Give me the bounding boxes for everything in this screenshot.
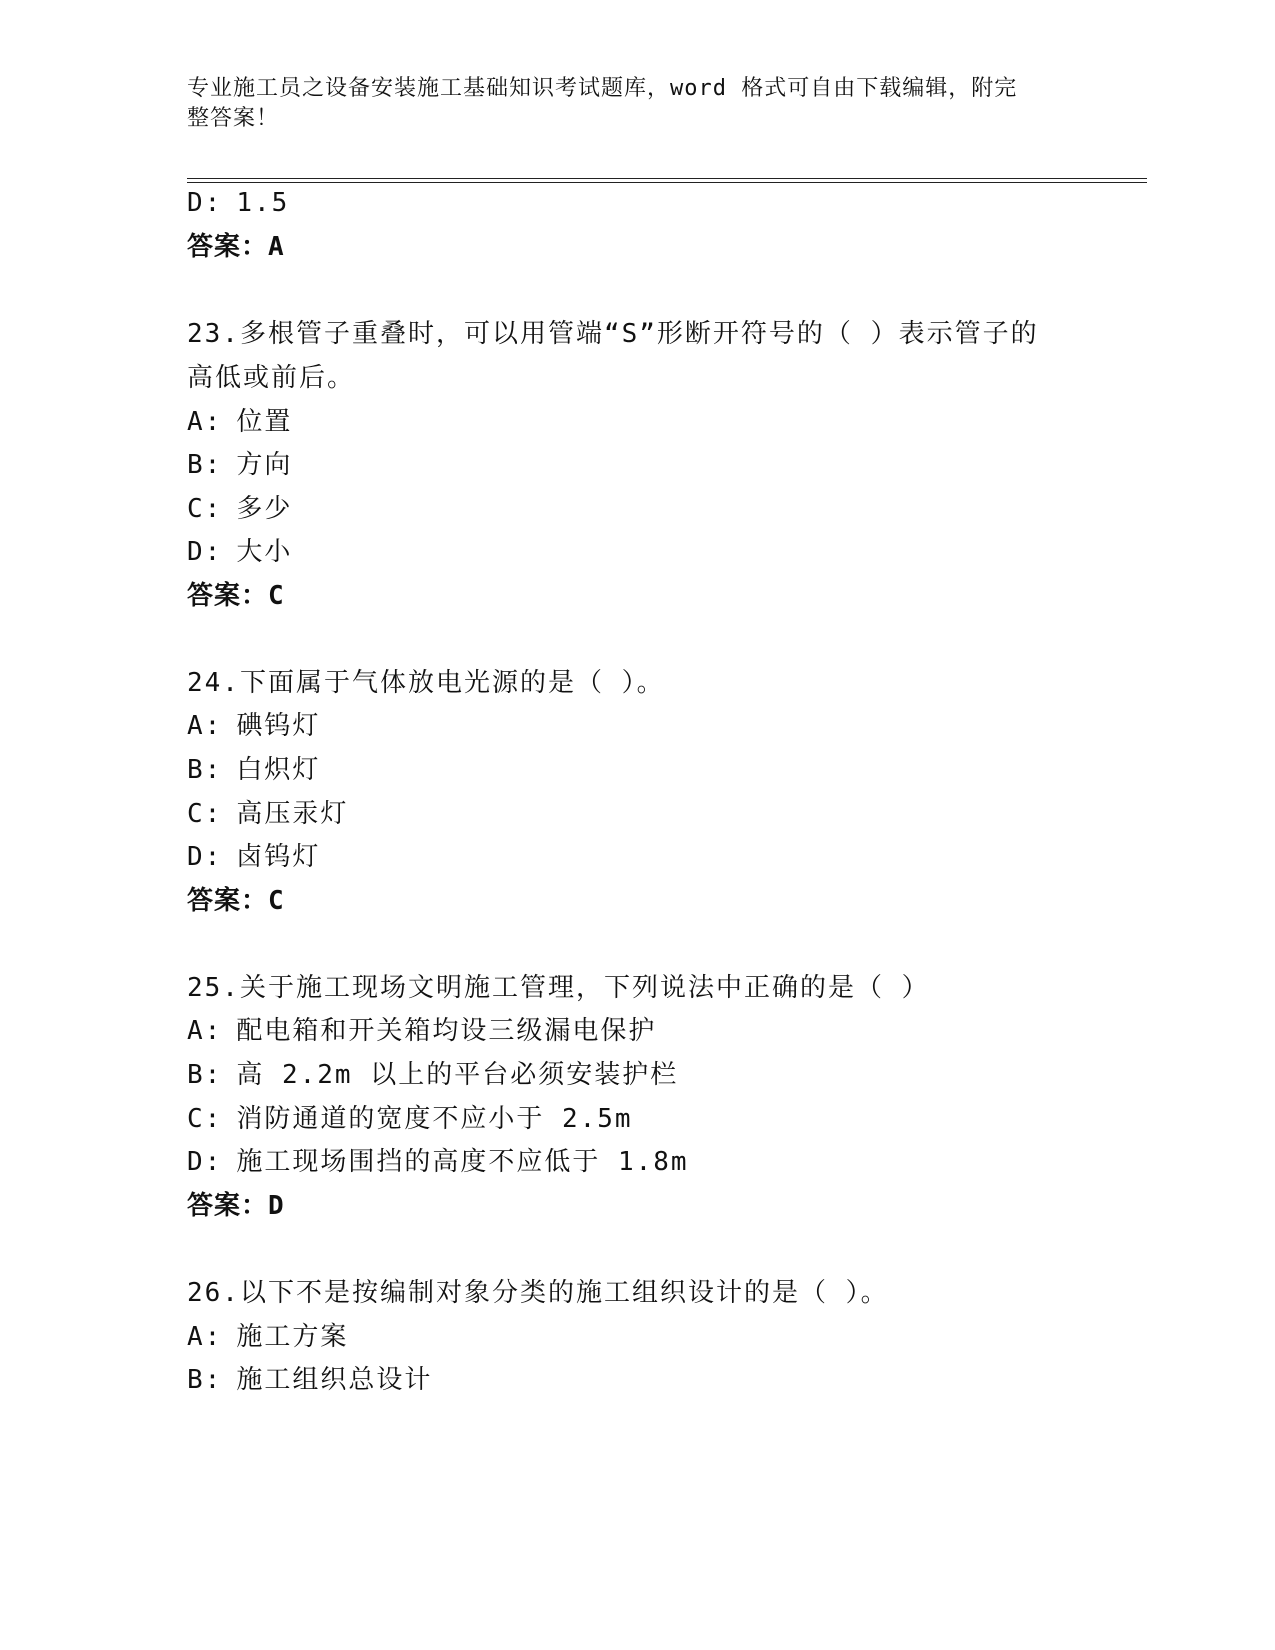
option-letter: A: [187,1322,223,1352]
question-23-option-b [187,448,292,482]
option-letter: A: [187,711,223,741]
question-23-option-a [187,405,292,439]
option-text: 施工现场围挡的高度不应低于 1.8m [236,1147,689,1177]
option-letter: D: [187,537,223,567]
question-23-answer: 答案：C [187,581,285,611]
option-text: 白炽灯 [236,755,321,785]
question-24-stem-line-1: 24.下面属于气体放电光源的是（ ）。 [187,668,665,698]
question-24-option-c [187,797,348,831]
document-header [187,74,1067,134]
option-letter: B: [187,1365,223,1395]
option-letter: C: [187,494,223,524]
header-divider-bottom [187,182,1147,183]
option-letter: D: [187,842,223,872]
question-26-option-a [187,1320,348,1354]
option-letter: D: [187,188,223,218]
question-25-option-a [187,1014,656,1048]
option-letter: C: [187,799,223,829]
option-text: 消防通道的宽度不应小于 2.5m [236,1104,633,1134]
question-25-stem-line-1: 25.关于施工现场文明施工管理，下列说法中正确的是（ ） [187,973,930,1003]
question-25-option-c [187,1102,633,1136]
option-text: 位置 [236,407,293,437]
option-text: 1.5 [236,188,290,218]
option-letter: B: [187,755,223,785]
option-letter: B: [187,1060,223,1090]
option-letter: C: [187,1104,223,1134]
prev-answer: 答案：A [187,232,285,262]
option-letter: A: [187,407,223,437]
header-title-line-2: 整答案！ [187,106,280,131]
question-25-option-b [187,1058,678,1092]
question-23-stem-line-1: 23.多根管子重叠时，可以用管端“S”形断开符号的（ ）表示管子的 [187,319,1039,349]
option-text: 配电箱和开关箱均设三级漏电保护 [236,1016,657,1046]
option-text: 大小 [236,537,293,567]
question-25-answer: 答案：D [187,1191,285,1221]
question-25-option-d [187,1145,689,1179]
question-23-stem-line-2: 高低或前后。 [187,363,356,393]
question-24-option-b [187,753,320,787]
header-divider-top [187,178,1147,179]
option-text: 高 2.2m 以上的平台必须安装护栏 [236,1060,679,1090]
option-letter: D: [187,1147,223,1177]
option-text: 碘钨灯 [236,711,321,741]
question-24-option-d [187,840,320,874]
option-letter: A: [187,1016,223,1046]
prev-option-d [187,186,289,220]
option-text: 施工方案 [236,1322,349,1352]
option-text: 卤钨灯 [236,842,321,872]
question-26-option-b [187,1363,432,1397]
question-24-option-a [187,709,320,743]
header-title-line-1: 专业施工员之设备安装施工基础知识考试题库，word 格式可自由下载编辑，附完 [187,76,1018,101]
question-26-stem-line-1: 26.以下不是按编制对象分类的施工组织设计的是（ ）。 [187,1278,889,1308]
option-text: 多少 [236,494,293,524]
option-text: 施工组织总设计 [236,1365,433,1395]
option-letter: B: [187,450,223,480]
option-text: 方向 [236,450,293,480]
option-text: 高压汞灯 [236,799,349,829]
question-24-answer: 答案：C [187,886,285,916]
question-23-option-d [187,535,292,569]
question-23-option-c [187,492,292,526]
